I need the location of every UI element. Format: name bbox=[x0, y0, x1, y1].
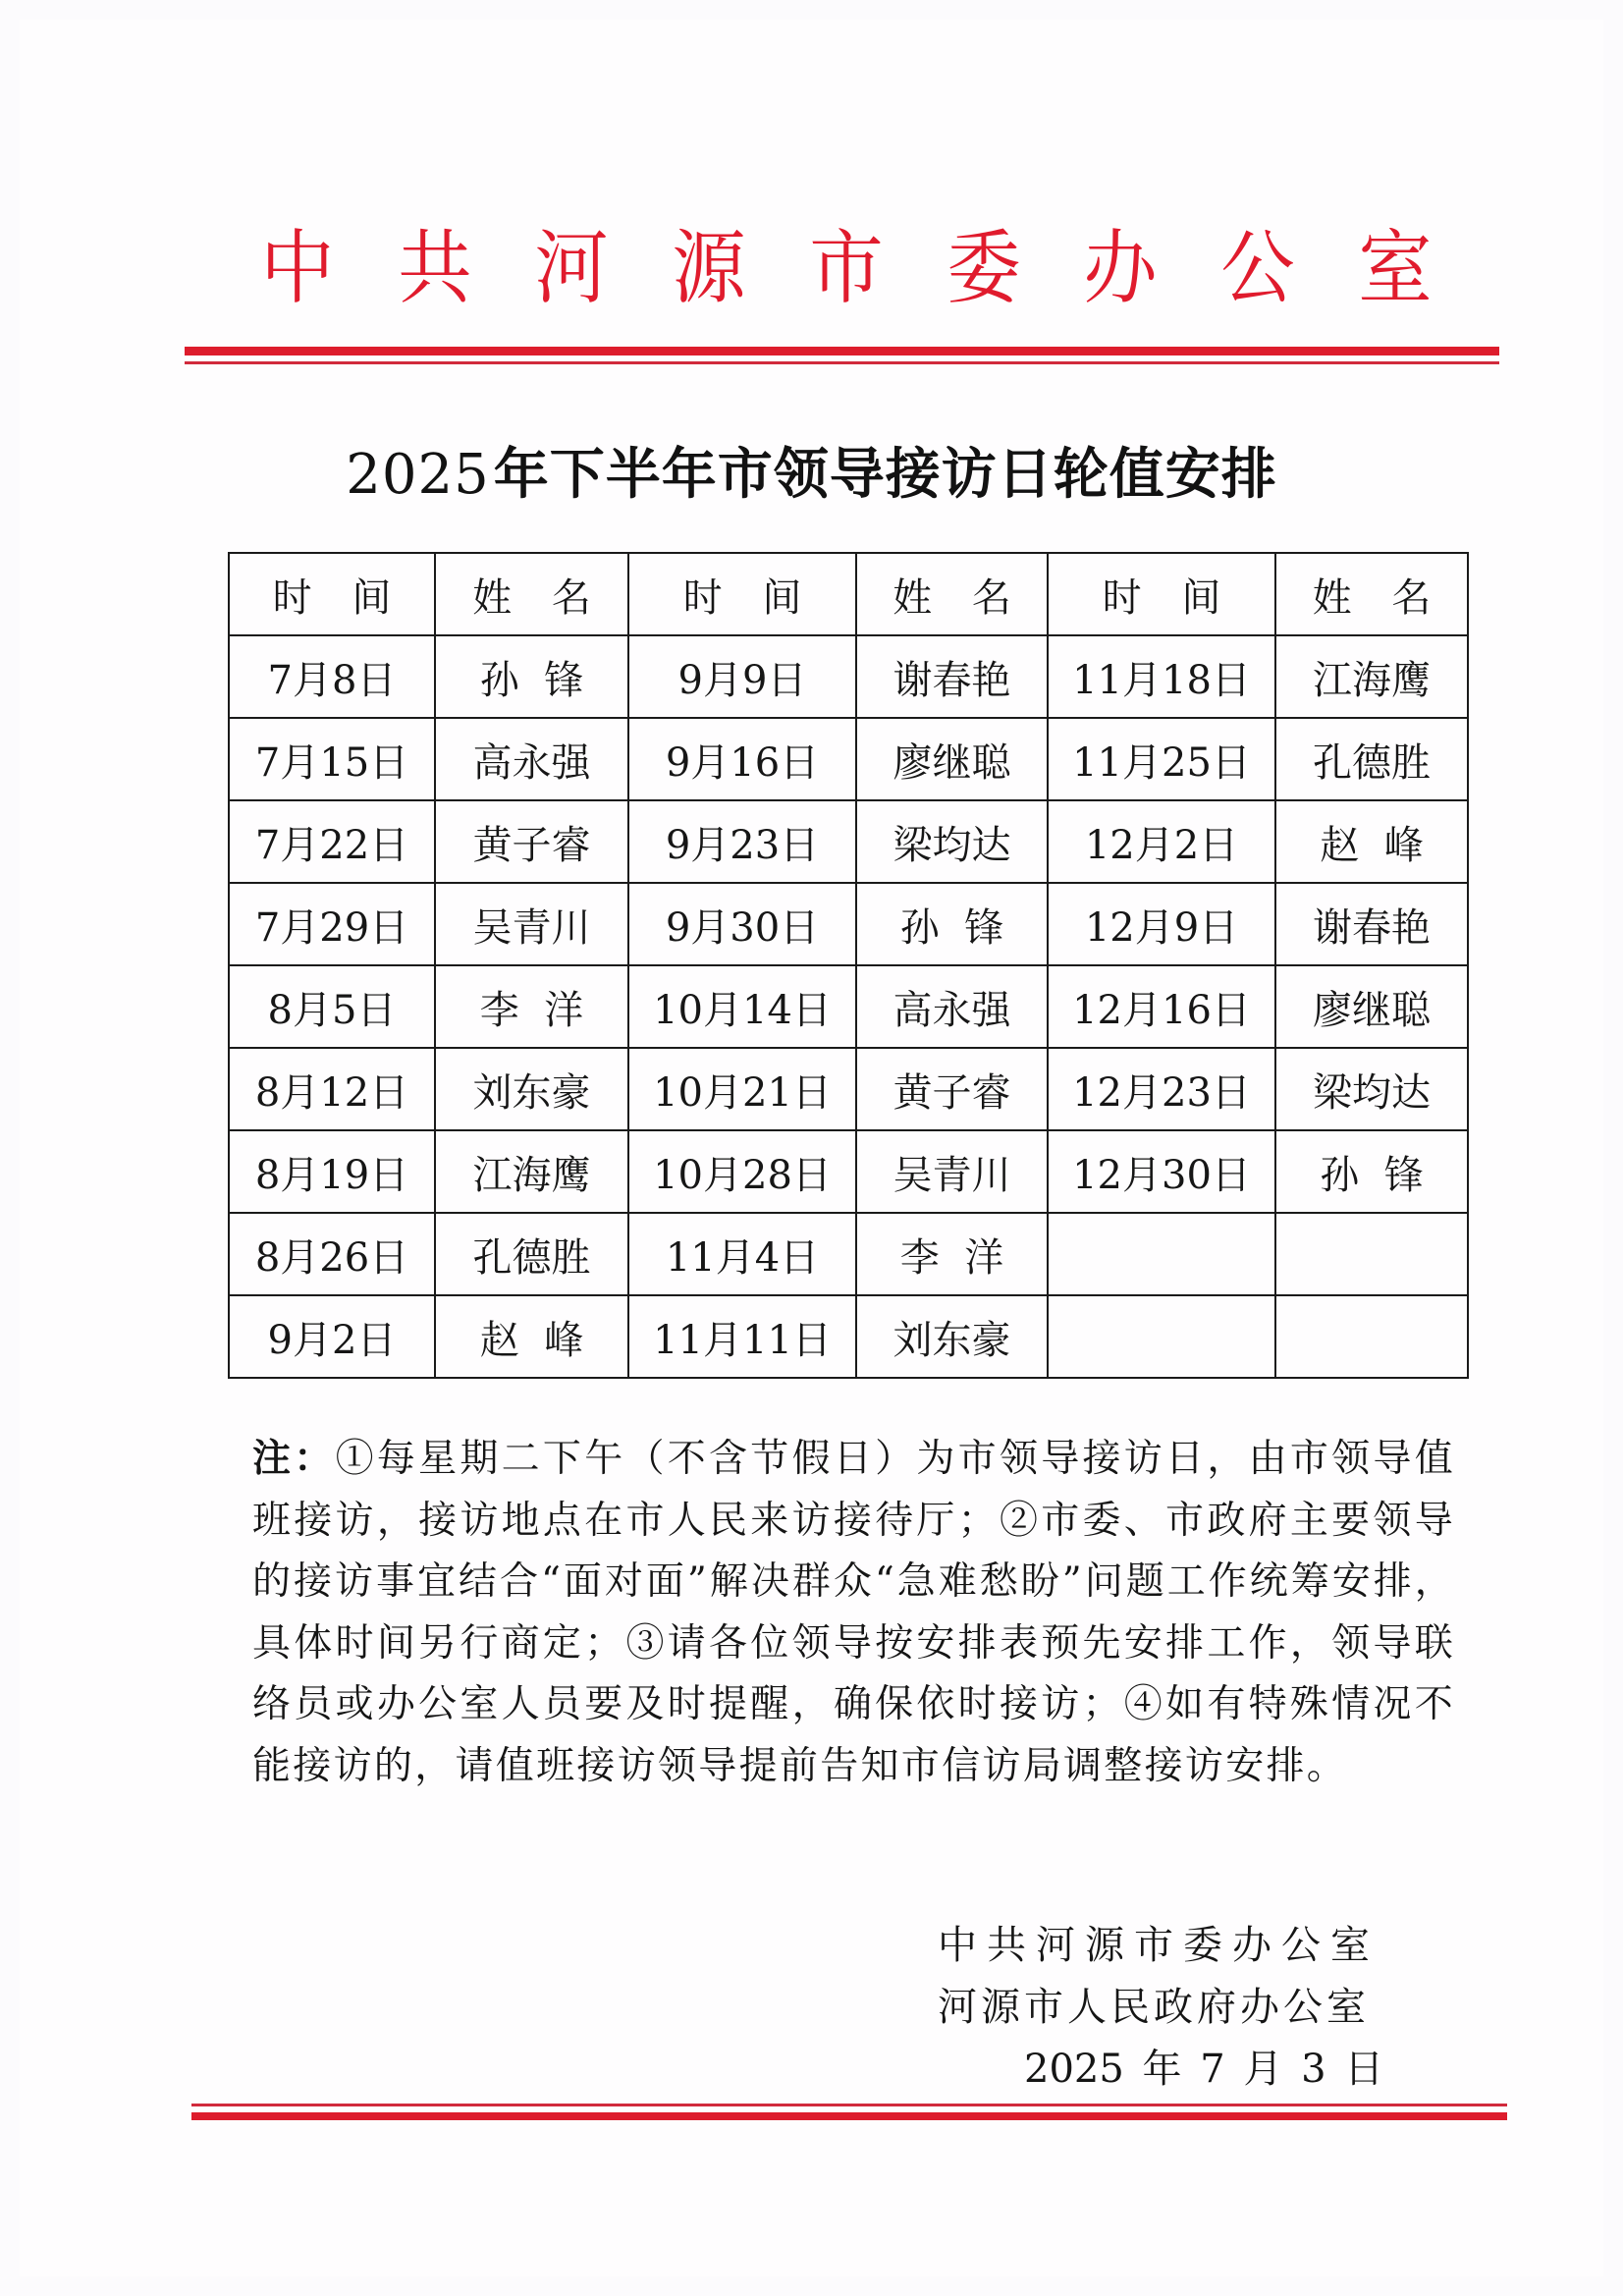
table-header-row bbox=[229, 553, 1468, 635]
cell-date: 11月25日 bbox=[1048, 718, 1275, 800]
signature-org-government: 河源市人民政府办公室 bbox=[938, 1985, 1370, 2030]
letterhead-char: 市 bbox=[809, 222, 884, 315]
table-row bbox=[229, 800, 1468, 883]
table-row bbox=[229, 1295, 1468, 1378]
table-row bbox=[229, 635, 1468, 718]
cell-name: 廖继聪 bbox=[856, 718, 1048, 800]
cell-date: 7月8日 bbox=[229, 635, 435, 718]
cell-date: 10月14日 bbox=[628, 965, 856, 1048]
cell-name: 黄子睿 bbox=[435, 800, 628, 883]
duty-schedule-table bbox=[228, 552, 1469, 1379]
cell-date: 7月29日 bbox=[229, 883, 435, 965]
cell-name: 刘东豪 bbox=[435, 1048, 628, 1130]
cell-date bbox=[1048, 1213, 1275, 1295]
cell-name: 梁均达 bbox=[856, 800, 1048, 883]
cell-date: 12月2日 bbox=[1048, 800, 1275, 883]
table-row bbox=[229, 883, 1468, 965]
table-row bbox=[229, 1048, 1468, 1130]
notes-text: ①每星期二下午（不含节假日）为市领导接访日，由市领导值班接访，接访地点在市人民来访接待厅；②市委、市政府主要领导的接访事宜结合“面对面”解决群众“急难愁盼”问题工作统筹安排，具体时间另行商定；③请各位领导按安排表预先安排工作，领导联络员或办公室人员要及时提醒，确保依时接访；④如有特殊情况不能接访的，请值班接访领导提前告知市信访局调整接访安排。 bbox=[252, 1437, 1455, 1788]
cell-name: 谢春艳 bbox=[856, 635, 1048, 718]
cell-name bbox=[1275, 1213, 1468, 1295]
cell-date: 8月19日 bbox=[229, 1130, 435, 1213]
letterhead-divider-thin bbox=[185, 361, 1499, 364]
notes-paragraph bbox=[252, 1429, 1455, 1797]
cell-date: 11月11日 bbox=[628, 1295, 856, 1378]
cell-name: 高永强 bbox=[856, 965, 1048, 1048]
letterhead-char: 办 bbox=[1083, 222, 1159, 315]
cell-date: 11月4日 bbox=[628, 1213, 856, 1295]
signature-org-party: 中共河源市委办公室 bbox=[938, 1923, 1380, 1968]
header-name: 姓 名 bbox=[435, 553, 628, 635]
cell-name: 孔德胜 bbox=[1275, 718, 1468, 800]
table-row bbox=[229, 1130, 1468, 1213]
cell-date: 10月28日 bbox=[628, 1130, 856, 1213]
cell-date: 9月9日 bbox=[628, 635, 856, 718]
cell-name: 孙 锋 bbox=[1275, 1130, 1468, 1213]
cell-name: 江海鹰 bbox=[435, 1130, 628, 1213]
cell-name: 李 洋 bbox=[856, 1213, 1048, 1295]
footer-divider-thin bbox=[191, 2104, 1507, 2106]
letterhead-char: 河 bbox=[534, 222, 610, 315]
cell-date: 7月22日 bbox=[229, 800, 435, 883]
cell-name: 梁均达 bbox=[1275, 1048, 1468, 1130]
cell-name: 孔德胜 bbox=[435, 1213, 628, 1295]
cell-name: 刘东豪 bbox=[856, 1295, 1048, 1378]
letterhead-char: 委 bbox=[946, 222, 1021, 315]
cell-name: 高永强 bbox=[435, 718, 628, 800]
cell-date: 8月12日 bbox=[229, 1048, 435, 1130]
letterhead-char: 源 bbox=[672, 222, 746, 315]
cell-date: 7月15日 bbox=[229, 718, 435, 800]
cell-name: 廖继聪 bbox=[1275, 965, 1468, 1048]
signature-block bbox=[938, 1915, 1384, 2101]
table-row bbox=[229, 718, 1468, 800]
header-name: 姓 名 bbox=[856, 553, 1048, 635]
table-row bbox=[229, 965, 1468, 1048]
table-row bbox=[229, 1213, 1468, 1295]
header-date: 时 间 bbox=[1048, 553, 1275, 635]
letterhead-char: 共 bbox=[398, 222, 472, 315]
cell-date: 8月5日 bbox=[229, 965, 435, 1048]
cell-name: 谢春艳 bbox=[1275, 883, 1468, 965]
cell-name: 孙 锋 bbox=[856, 883, 1048, 965]
document-title bbox=[0, 440, 1623, 510]
cell-date: 12月16日 bbox=[1048, 965, 1275, 1048]
cell-name: 李 洋 bbox=[435, 965, 628, 1048]
title-text: 年下半年市领导接访日轮值安排 bbox=[493, 442, 1277, 507]
cell-date: 9月23日 bbox=[628, 800, 856, 883]
cell-date: 12月30日 bbox=[1048, 1130, 1275, 1213]
cell-name: 赵 峰 bbox=[1275, 800, 1468, 883]
cell-date: 10月21日 bbox=[628, 1048, 856, 1130]
header-name: 姓 名 bbox=[1275, 553, 1468, 635]
notes-label: 注： bbox=[252, 1437, 336, 1481]
letterhead-title bbox=[257, 222, 1435, 316]
cell-name: 赵 峰 bbox=[435, 1295, 628, 1378]
cell-date bbox=[1048, 1295, 1275, 1378]
cell-date: 9月2日 bbox=[229, 1295, 435, 1378]
cell-name: 黄子睿 bbox=[856, 1048, 1048, 1130]
cell-date: 12月23日 bbox=[1048, 1048, 1275, 1130]
cell-date: 12月9日 bbox=[1048, 883, 1275, 965]
cell-date: 9月30日 bbox=[628, 883, 856, 965]
signature-date: 2025 年 7 月 3 日 bbox=[1024, 2047, 1384, 2092]
cell-name: 孙 锋 bbox=[435, 635, 628, 718]
title-year: 2025 bbox=[346, 443, 490, 507]
letterhead-divider-thick bbox=[185, 347, 1499, 355]
footer-divider-thick bbox=[191, 2112, 1507, 2120]
cell-date: 11月18日 bbox=[1048, 635, 1275, 718]
cell-name: 江海鹰 bbox=[1275, 635, 1468, 718]
cell-name bbox=[1275, 1295, 1468, 1378]
letterhead-char: 中 bbox=[260, 222, 335, 315]
cell-date: 9月16日 bbox=[628, 718, 856, 800]
cell-name: 吴青川 bbox=[435, 883, 628, 965]
cell-name: 吴青川 bbox=[856, 1130, 1048, 1213]
letterhead-char: 室 bbox=[1358, 222, 1433, 315]
letterhead-char: 公 bbox=[1220, 222, 1295, 315]
cell-date: 8月26日 bbox=[229, 1213, 435, 1295]
header-date: 时 间 bbox=[229, 553, 435, 635]
header-date: 时 间 bbox=[628, 553, 856, 635]
